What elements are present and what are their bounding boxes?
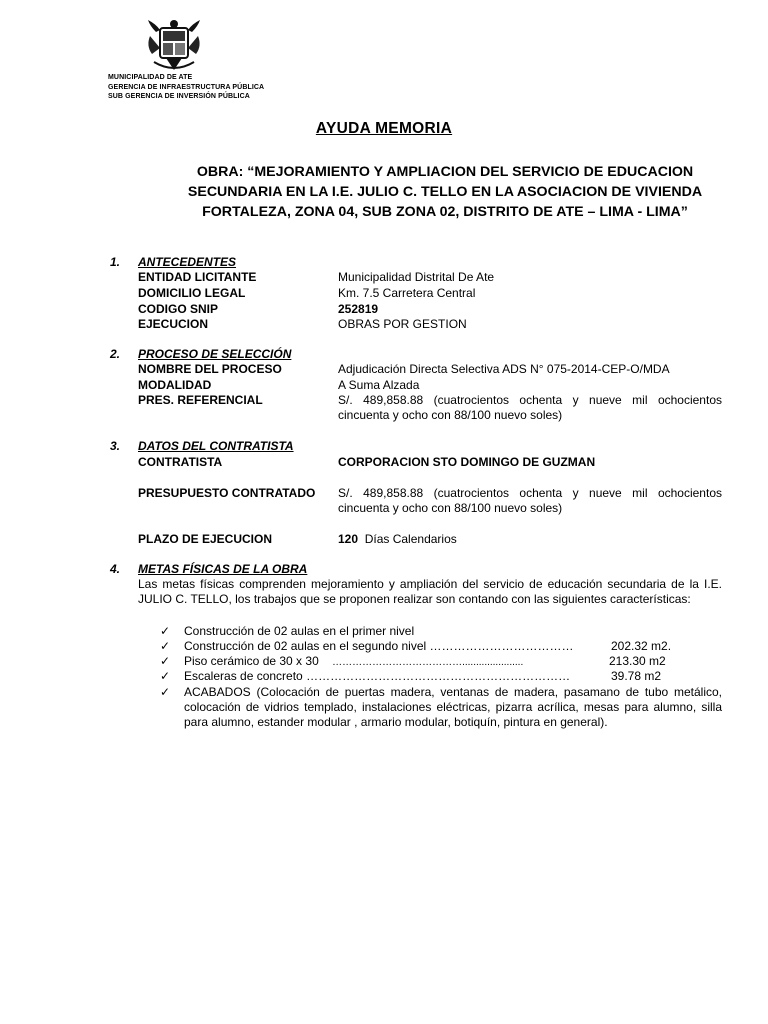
item-leader: …………………………………...................... bbox=[332, 657, 524, 668]
field-value: OBRAS POR GESTION bbox=[338, 317, 467, 331]
project-title: OBRA: “MEJORAMIENTO Y AMPLIACION DEL SERVICIO DE EDUCACION SECUNDARIA EN LA I.E. JULIO C. TELLO EN LA ASOCIACION DE VIVIENDA FORTALEZA, ZONA 04, SUB ZONA 02, DISTRITO DE ATE – LIMA - LIMA” bbox=[187, 164, 703, 220]
field-value: S/. 489,858.88 (cuatrocientos ochenta y nueve mil ochocientos cincuenta y ocho con 88/100 nuevo soles) bbox=[338, 393, 722, 422]
section-number: 4. bbox=[110, 562, 121, 576]
org-line: SUB GERENCIA DE INVERSIÓN PÚBLICA bbox=[108, 93, 250, 100]
section-title: METAS FÍSICAS DE LA OBRA bbox=[138, 562, 308, 576]
checkmark-icon: ✓ bbox=[160, 669, 171, 683]
document-title: AYUDA MEMORIA bbox=[315, 120, 453, 137]
field-value: Km. 7.5 Carretera Central bbox=[338, 286, 476, 300]
term-unit: Días Calendarios bbox=[364, 532, 457, 546]
field-value: S/. 489,858.88 (cuatrocientos ochenta y nueve mil ochocientos cincuenta y ocho con 88/100 nuevo soles) bbox=[338, 486, 722, 515]
item-quantity: 213.30 m2 bbox=[609, 654, 666, 668]
list-item: Construcción de 02 aulas en el primer nivel bbox=[184, 624, 415, 638]
organization-header bbox=[108, 73, 264, 102]
field-label: CODIGO SNIP bbox=[138, 302, 219, 316]
field-label: DOMICILIO LEGAL bbox=[138, 286, 246, 300]
org-line: GERENCIA DE INFRAESTRUCTURA PÚBLICA bbox=[108, 83, 265, 91]
field-label: PLAZO DE EJECUCION bbox=[138, 532, 273, 546]
item-text: Escaleras de concreto bbox=[184, 669, 303, 683]
contractor-name: CORPORACION STO DOMINGO DE GUZMAN bbox=[338, 455, 596, 469]
list-item bbox=[184, 669, 570, 684]
section-title: PROCESO DE SELECCIÓN bbox=[138, 347, 292, 361]
checkmark-icon: ✓ bbox=[160, 685, 171, 699]
field-value: Adjudicación Directa Selectiva ADS N° 075-2014-CEP-O/MDA bbox=[338, 362, 670, 376]
item-quantity: 39.78 m2 bbox=[611, 669, 662, 683]
field-label: MODALIDAD bbox=[138, 378, 212, 392]
field-label: CONTRATISTA bbox=[138, 455, 223, 469]
section-intro: Las metas físicas comprenden mejoramiento y ampliación del servicio de educación secundaria de la I.E. JULIO C. TELLO, los trabajos que se proponen realizar son contando con las siguientes características: bbox=[138, 577, 722, 606]
municipal-crest-logo bbox=[146, 18, 202, 74]
section-number: 1. bbox=[110, 255, 121, 269]
item-quantity: 202.32 m2. bbox=[611, 639, 672, 653]
checkmark-icon: ✓ bbox=[160, 654, 171, 668]
list-item bbox=[184, 639, 574, 654]
section-title: ANTECEDENTES bbox=[138, 255, 237, 269]
item-leader: ……………………………… bbox=[429, 639, 574, 653]
field-label: EJECUCION bbox=[138, 317, 209, 331]
field-value bbox=[338, 532, 457, 547]
field-label: PRESUPUESTO CONTRATADO bbox=[138, 486, 316, 500]
field-value: 252819 bbox=[338, 302, 379, 316]
field-value: Municipalidad Distrital De Ate bbox=[338, 270, 495, 284]
item-text: Piso cerámico de 30 x 30 bbox=[184, 654, 319, 668]
item-leader: ………………………………………………………… bbox=[306, 669, 571, 683]
section-number: 2. bbox=[110, 347, 121, 361]
section-title: DATOS DEL CONTRATISTA bbox=[138, 439, 294, 453]
list-item: ACABADOS (Colocación de puertas madera, ventanas de madera, pasamano de tubo metálico, colocación de vidrios templado, instalaciones eléctricas, pizarra acrílica, mesas para alumno, silla para alumno, estander modular , armario modular, botiquín, pintura en general). bbox=[184, 685, 722, 729]
field-value: A Suma Alzada bbox=[338, 378, 420, 392]
list-item bbox=[184, 654, 523, 670]
field-label: NOMBRE DEL PROCESO bbox=[138, 362, 282, 376]
field-label: ENTIDAD LICITANTE bbox=[138, 270, 257, 284]
item-text: Construcción de 02 aulas en el segundo nivel bbox=[184, 639, 427, 653]
field-label: PRES. REFERENCIAL bbox=[138, 393, 263, 407]
checkmark-icon: ✓ bbox=[160, 624, 171, 638]
section-number: 3. bbox=[110, 439, 121, 453]
org-line: MUNICIPALIDAD DE ATE bbox=[108, 74, 193, 81]
term-days: 120 bbox=[338, 532, 359, 546]
checkmark-icon: ✓ bbox=[160, 639, 171, 653]
